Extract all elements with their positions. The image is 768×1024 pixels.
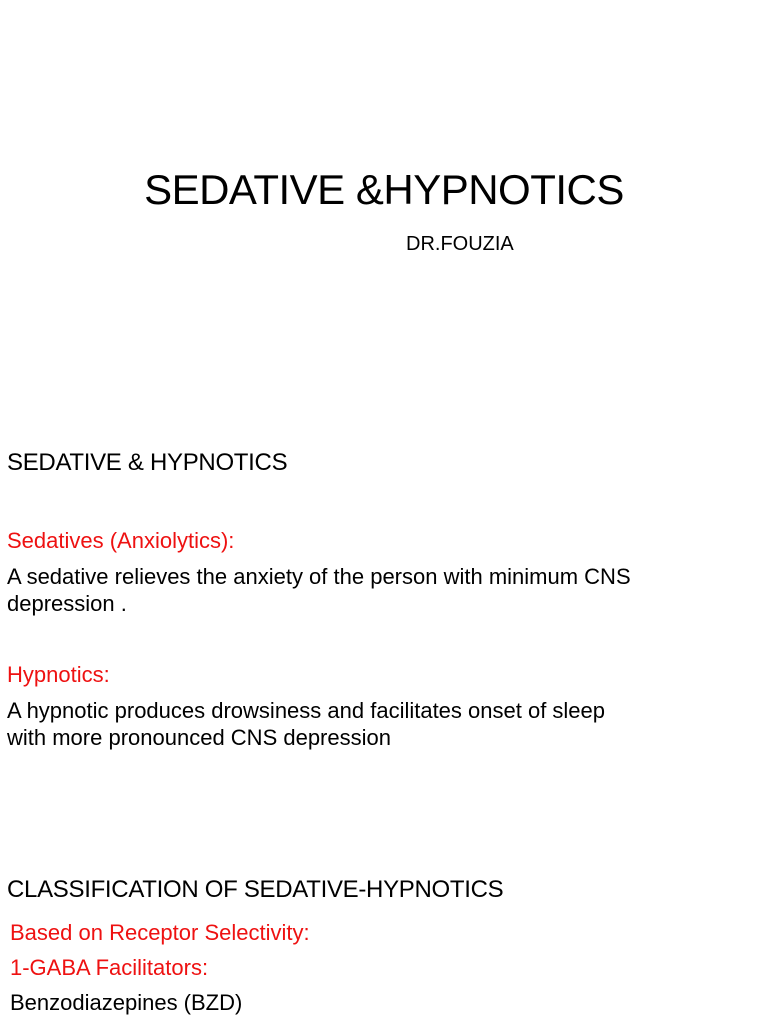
- author-name: DR.FOUZIA: [406, 233, 514, 255]
- classification-heading: CLASSIFICATION OF SEDATIVE-HYPNOTICS: [7, 876, 504, 903]
- definitions-heading: SEDATIVE & HYPNOTICS: [7, 449, 288, 476]
- classification-group-1: 1-GABA Facilitators:: [10, 955, 209, 980]
- sedatives-definition: [7, 563, 757, 617]
- hypnotics-definition-line-2: with more pronounced CNS depression: [7, 725, 391, 750]
- sedatives-term: Sedatives (Anxiolytics):: [7, 528, 235, 553]
- sedatives-definition-line-2: depression .: [7, 591, 127, 616]
- classification-basis: Based on Receptor Selectivity:: [10, 920, 310, 945]
- hypnotics-definition-line-1: A hypnotic produces drowsiness and facilitates onset of sleep: [7, 698, 606, 723]
- classification-item-1: Benzodiazepines (BZD): [10, 990, 243, 1015]
- hypnotics-definition: [7, 697, 757, 751]
- presentation-title: SEDATIVE &HYPNOTICS: [144, 166, 624, 213]
- hypnotics-term: Hypnotics:: [7, 662, 110, 687]
- sedatives-definition-line-1: A sedative relieves the anxiety of the person with minimum CNS: [7, 564, 631, 589]
